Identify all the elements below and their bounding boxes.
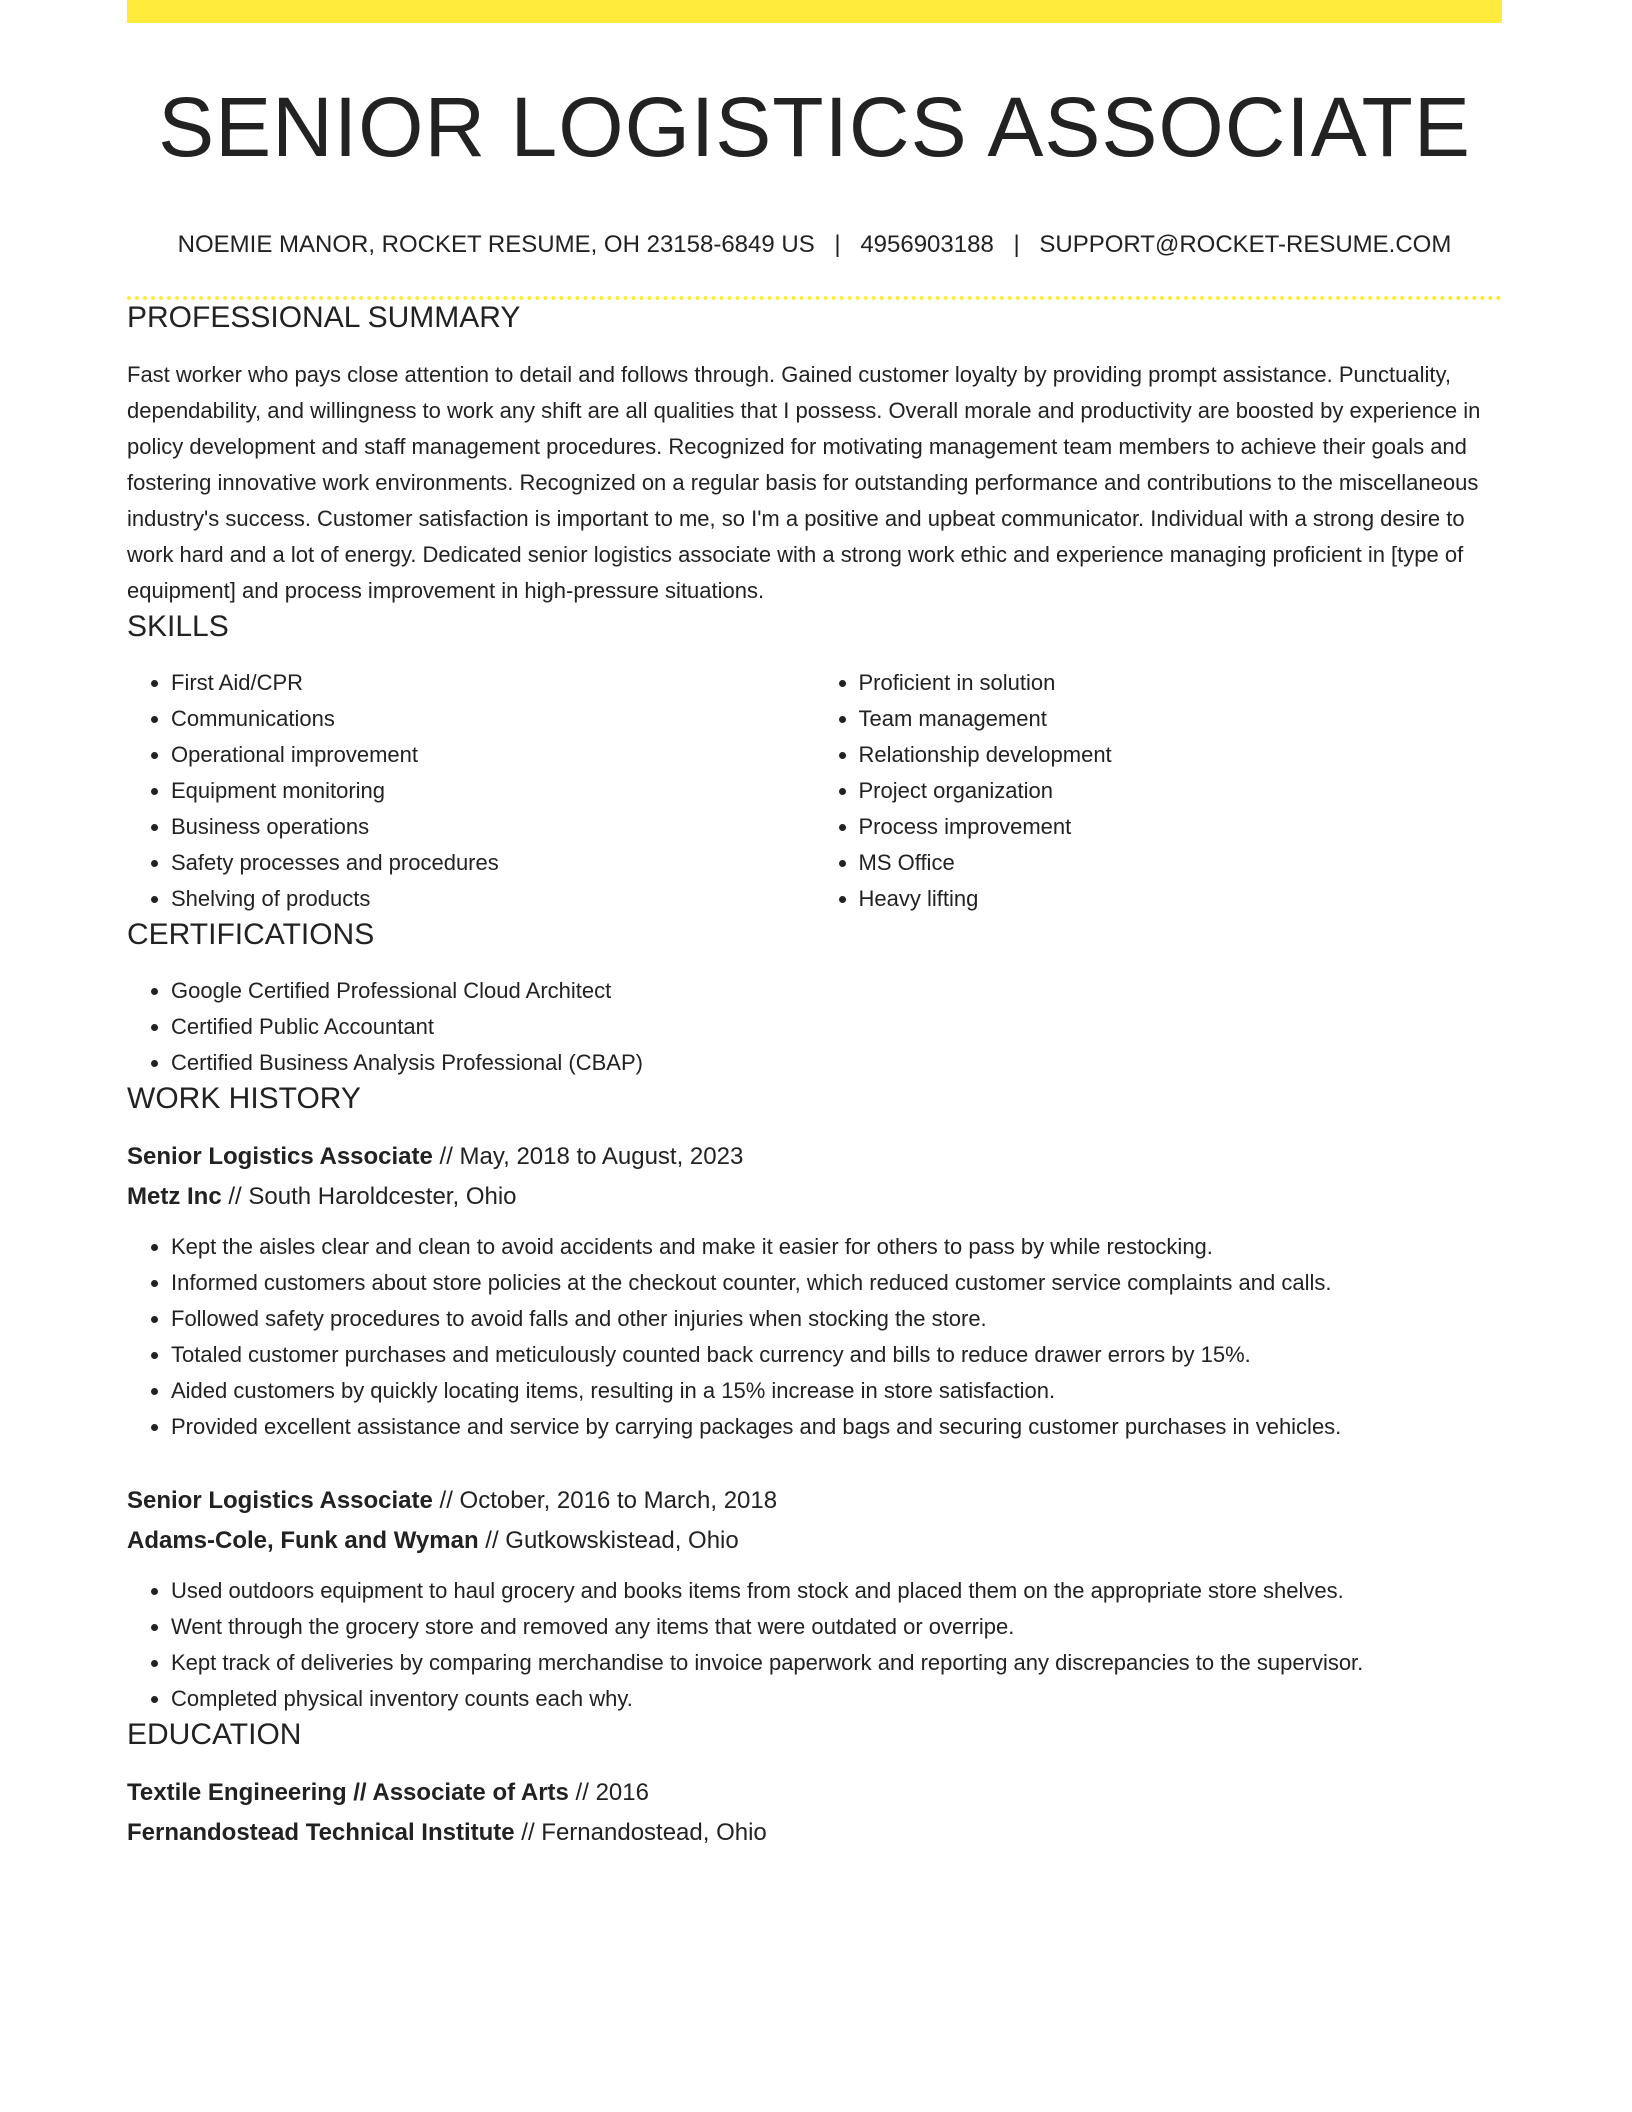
skills-list-left [127, 665, 815, 917]
job-bullet: • Went through the grocery store and removed any items that were outdated or overripe. [171, 1609, 1502, 1645]
skill-item: • Operational improvement [171, 737, 815, 773]
job-location: // South Haroldcester, Ohio [221, 1183, 517, 1211]
accent-top-bar [127, 0, 1502, 23]
skill-item: • Team management [859, 701, 1503, 737]
job-bullet: • Informed customers about store policies at the checkout counter, which reduced customer service complaints and calls. [171, 1265, 1502, 1301]
contact-email: SUPPORT@ROCKET-RESUME.COM [1039, 231, 1452, 259]
education-school: Fernandostead Technical Institute [127, 1819, 515, 1847]
resume-page [127, 0, 1502, 1853]
skill-item: • Shelving of products [171, 881, 815, 917]
job-dates: // October, 2016 to March, 2018 [432, 1487, 778, 1515]
education-school-line [127, 1813, 1502, 1853]
education-location: // Fernandostead, Ohio [514, 1819, 767, 1847]
skill-item: • MS Office [859, 845, 1503, 881]
job-location: // Gutkowskistead, Ohio [478, 1527, 739, 1555]
certification-item: • Google Certified Professional Cloud Architect [171, 973, 1502, 1009]
skill-item: • Communications [171, 701, 815, 737]
job-dates: // May, 2018 to August, 2023 [432, 1143, 744, 1171]
job-bullet: • Provided excellent assistance and service by carrying packages and bags and securing customer purchases in vehicles. [171, 1409, 1502, 1445]
job-bullet: • Totaled customer purchases and meticulously counted back currency and bills to reduce drawer errors by 15%. [171, 1337, 1502, 1373]
job-bullet-list [127, 1229, 1502, 1445]
skill-item: • Heavy lifting [859, 881, 1503, 917]
certifications-heading: CERTIFICATIONS [127, 918, 375, 952]
resume-title: SENIOR LOGISTICS ASSOCIATE [158, 80, 1471, 174]
work-history-heading: WORK HISTORY [127, 1082, 361, 1116]
job-title: Senior Logistics Associate [127, 1143, 433, 1171]
job-company: Adams-Cole, Funk and Wyman [127, 1527, 479, 1555]
education-degree: Textile Engineering // Associate of Arts [127, 1779, 569, 1807]
education-year: // 2016 [568, 1779, 649, 1807]
job-title: Senior Logistics Associate [127, 1487, 433, 1515]
education-entry [127, 1773, 1502, 1853]
job-bullet: • Kept track of deliveries by comparing merchandise to invoice paperwork and reporting any discrepancies to the supervisor. [171, 1645, 1502, 1681]
job-company: Metz Inc [127, 1183, 222, 1211]
skill-item: • Project organization [859, 773, 1503, 809]
certification-item: • Certified Business Analysis Professional (CBAP) [171, 1045, 1502, 1081]
skills-heading: SKILLS [127, 610, 229, 644]
skills-columns [127, 665, 1502, 917]
job-bullet: • Kept the aisles clear and clean to avoid accidents and make it easier for others to pass by while restocking. [171, 1229, 1502, 1265]
education-heading: EDUCATION [127, 1718, 302, 1752]
skill-item: • Safety processes and procedures [171, 845, 815, 881]
job-bullet-list [127, 1573, 1502, 1717]
certification-item: • Certified Public Accountant [171, 1009, 1502, 1045]
education-degree-line [127, 1773, 1502, 1813]
contact-phone: 4956903188 [860, 231, 994, 259]
job-bullet: • Followed safety procedures to avoid falls and other injuries when stocking the store. [171, 1301, 1502, 1337]
job-title-line [127, 1481, 1502, 1521]
job-bullet: • Completed physical inventory counts each why. [171, 1681, 1502, 1717]
contact-separator: | [834, 231, 841, 259]
contact-line [127, 231, 1502, 260]
skill-item: • Process improvement [859, 809, 1503, 845]
skill-item: • First Aid/CPR [171, 665, 815, 701]
skills-list-right [815, 665, 1503, 917]
skill-item: • Business operations [171, 809, 815, 845]
summary-text: Fast worker who pays close attention to detail and follows through. Gained customer loyalty by providing prompt assistance. Punctuality, dependability, and willingness to work any shift are all qualities that I possess. Overall morale and productivity are boosted by experience in policy development and staff management procedures. Recognized for motivating management team members to achieve their goals and fostering innovative work environments. Recognized on a regular basis for outstanding performance and contributions to the miscellaneous industry's success. Customer satisfaction is important to me, so I'm a positive and upbeat communicator. Individual with a strong desire to work hard and a lot of energy. Dedicated senior logistics associate with a strong work ethic and experience managing proficient in [type of equipment] and process improvement in high-pressure situations. [127, 362, 1481, 604]
skill-item: • Equipment monitoring [171, 773, 815, 809]
job-bullet: • Aided customers by quickly locating items, resulting in a 15% increase in store satisfaction. [171, 1373, 1502, 1409]
contact-address: NOEMIE MANOR, ROCKET RESUME, OH 23158-6849 US [177, 231, 815, 259]
job-title-line [127, 1137, 1502, 1177]
job-entry [127, 1481, 1502, 1717]
job-company-line [127, 1521, 1502, 1561]
job-company-line [127, 1177, 1502, 1217]
job-entry [127, 1137, 1502, 1445]
certifications-list [127, 973, 1502, 1081]
contact-separator: | [1013, 231, 1020, 259]
skill-item: • Relationship development [859, 737, 1503, 773]
summary-heading: PROFESSIONAL SUMMARY [127, 301, 521, 335]
job-bullet: • Used outdoors equipment to haul grocery and books items from stock and placed them on the appropriate store shelves. [171, 1573, 1502, 1609]
skill-item: • Proficient in solution [859, 665, 1503, 701]
